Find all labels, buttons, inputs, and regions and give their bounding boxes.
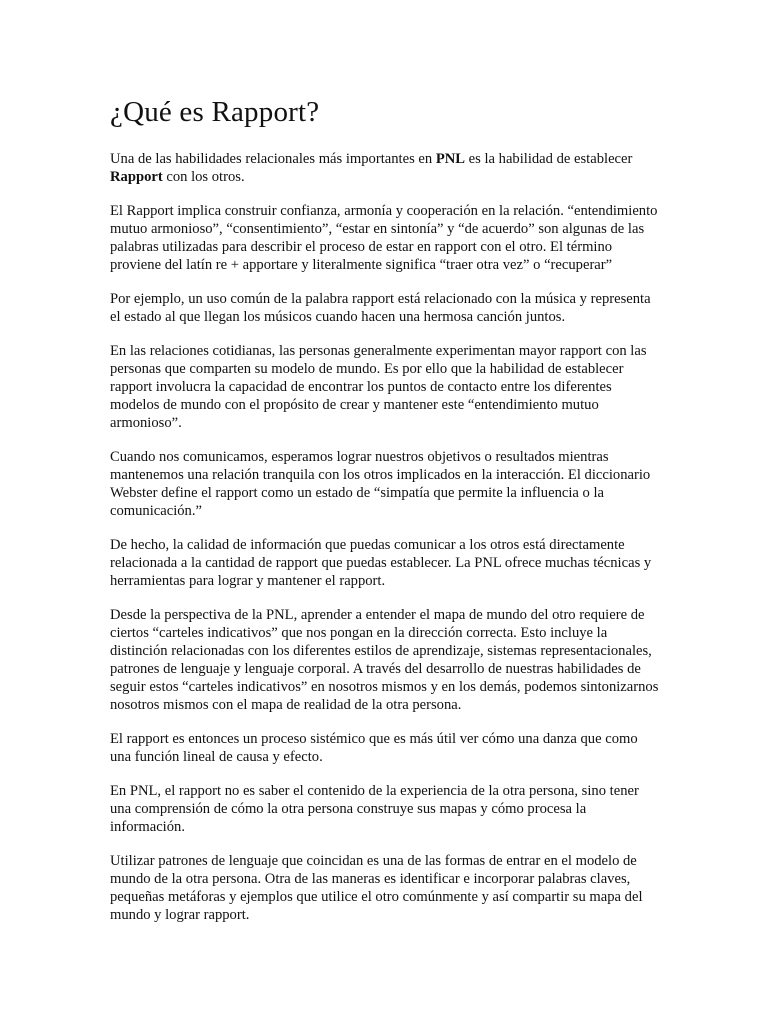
intro-text-1: Una de las habilidades relacionales más importantes en <box>110 151 436 167</box>
paragraph-maps: En PNL, el rapport no es saber el contenido de la experiencia de la otra persona, sino tener una comprensión de cómo la otra persona construye sus mapas y cómo procesa la información. <box>110 783 639 835</box>
intro-text-2: es la habilidad de establecer <box>465 151 633 167</box>
paragraph-information-quality: De hecho, la calidad de información que puedas comunicar a los otros está directamente relacionada a la cantidad de rapport que puedas establecer. La PNL ofrece muchas técnicas y herramientas para lograr y mantener el rapport. <box>110 537 652 589</box>
intro-text-3: con los otros. <box>162 169 245 185</box>
paragraph-language-patterns: Utilizar patrones de lenguaje que coincidan es una de las formas de entrar en el modelo de mundo de la otra persona. Otra de las maneras es identificar e incorporar palabras claves, pequeñas metáforas y ejemplos que utilice el otro comúnmente y así compartir su mapa del mundo y lograr rapport. <box>110 853 643 923</box>
intro-bold-rapport: Rapport <box>110 169 163 185</box>
paragraph-pnl-perspective: Desde la perspectiva de la PNL, aprender a entender el mapa de mundo del otro requiere de ciertos “carteles indicativos” que nos pongan en la dirección correcta. Esto incluye la distinción relacionadas con los diferentes estilos de aprendizaje, sistemas representacionales, patrones de lenguaje y lenguaje corporal. A través del desarrollo de nuestras habilidades de seguir estos “carteles indicativos” en nosotros mismos y en los demás, podemos sintonizarnos nosotros mismos con el mapa de realidad de la otra persona. <box>110 607 659 713</box>
paragraph-systemic-process: El rapport es entonces un proceso sistémico que es más útil ver cómo una danza que como una función lineal de causa y efecto. <box>110 731 638 765</box>
paragraph-communication: Cuando nos comunicamos, esperamos lograr nuestros objetivos o resultados mientras mantenemos una relación tranquila con los otros implicados en la interacción. El diccionario Webster define el rapport como un estado de “simpatía que permite la influencia o la comunicación.” <box>110 449 651 519</box>
document-title: ¿Qué es Rapport? <box>110 96 320 128</box>
document-page <box>110 94 662 940</box>
paragraph-everyday-relations: En las relaciones cotidianas, las personas generalmente experimentan mayor rapport con las personas que comparten su modelo de mundo. Es por ello que la habilidad de establecer rapport involucra la capacidad de encontrar los puntos de contacto entre los diferentes modelos de mundo con el propósito de crear y mantener este “entendimiento mutuo armonioso”. <box>110 343 647 431</box>
intro-bold-pnl: PNL <box>435 151 466 167</box>
paragraph-definition: El Rapport implica construir confianza, armonía y cooperación en la relación. “entendimiento mutuo armonioso”, “consentimiento”, “estar en sintonía” y “de acuerdo” son algunas de las palabras utilizadas para describir el proceso de estar en rapport con el otro. El término proviene del latín re + apportare y literalmente significa “traer otra vez” o “recuperar” <box>110 203 658 273</box>
intro-paragraph <box>110 150 662 186</box>
paragraph-music-example: Por ejemplo, un uso común de la palabra rapport está relacionado con la música y representa el estado al que llegan los músicos cuando hacen una hermosa canción juntos. <box>110 291 651 325</box>
